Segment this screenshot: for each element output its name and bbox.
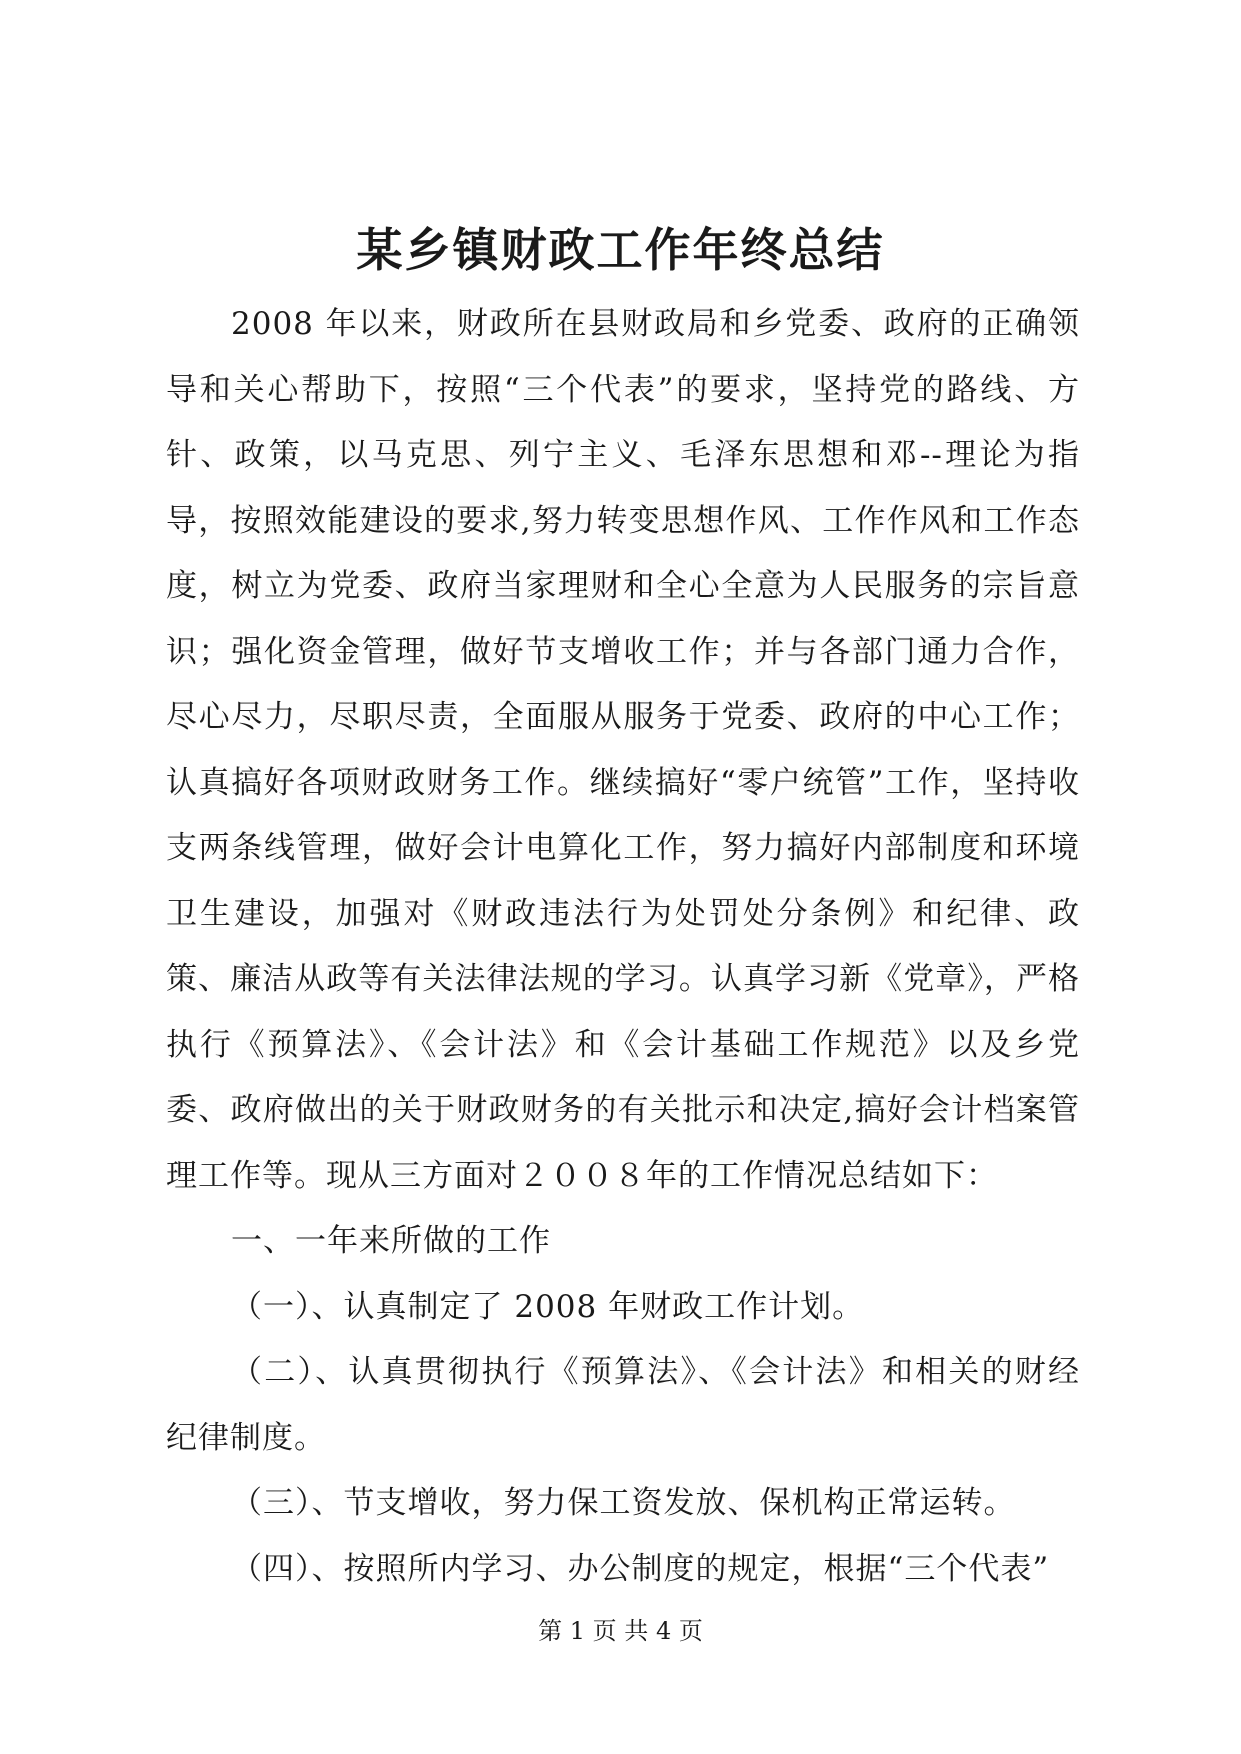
document-body (166, 292, 1080, 1602)
section-heading: 一、一年来所做的工作 (231, 1223, 551, 1259)
page-footer: 第 1 页 共 4 页 (538, 1617, 703, 1645)
list-item: （四）、按照所内学习、办公制度的规定，根据“三个代表” (231, 1550, 1050, 1587)
document-title: 某乡镇财政工作年终总结 (356, 223, 885, 277)
list-item: （一）、认真制定了 2008 年财政工作计划。 (231, 1288, 865, 1325)
list-item: （二）、认真贯彻执行《预算法》、《会计法》和相关的财经纪律制度。 (166, 1354, 1080, 1456)
intro-paragraph: 2008 年以来，财政所在县财政局和乡党委、政府的正确领导和关心帮助下，按照“三个代表”的要求，坚持党的路线、方针、政策，以马克思、列宁主义、毛泽东思想和邓--理论为指导，按照效能建设的要求,努力转变思想作风、工作作风和工作态度，树立为党委、政府当家理财和全心全意为人民服务的宗旨意识；强化资金管理，做好节支增收工作；并与各部门通力合作，尽心尽力，尽职尽责，全面服从服务于党委、政府的中心工作；认真搞好各项财政财务工作。继续搞好“零户统管”工作，坚持收支两条线管理，做好会计电算化工作，努力搞好内部制度和环境卫生建设，加强对《财政违法行为处罚处分条例》和纪律、政策、廉洁从政等有关法律法规的学习。认真学习新《党章》，严格执行《预算法》、《会计法》和《会计基础工作规范》以及乡党委、政府做出的关于财政财务的有关批示和决定,搞好会计档案管理工作等。现从三方面对２００８年的工作情况总结如下： (166, 306, 1080, 1194)
list-item: （三）、节支增收，努力保工资发放、保机构正常运转。 (231, 1485, 1016, 1521)
